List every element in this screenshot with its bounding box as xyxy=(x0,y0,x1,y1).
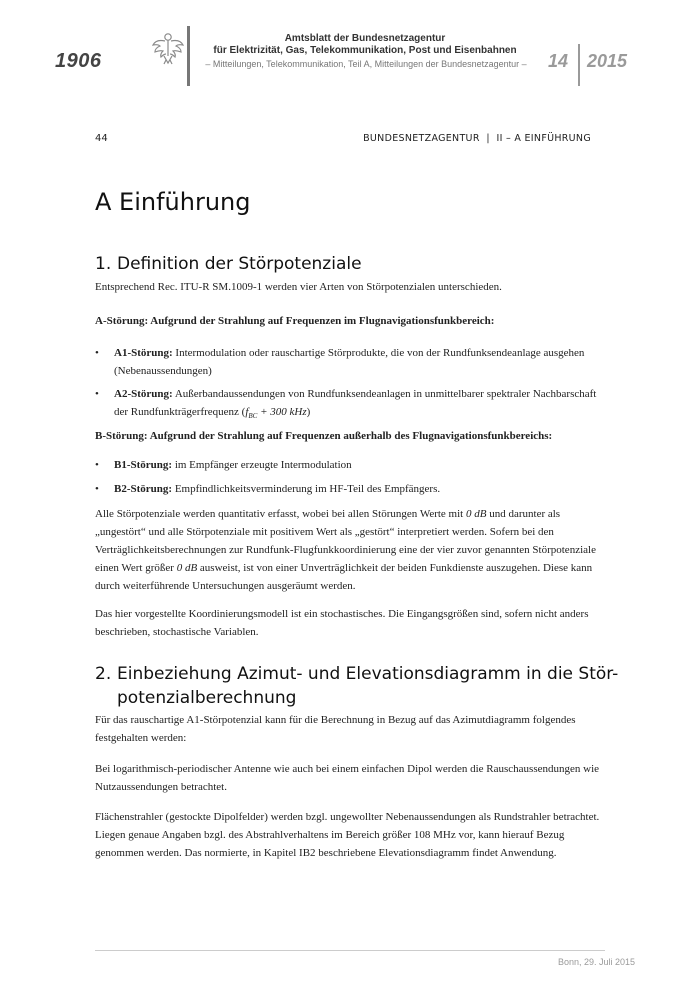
issue-number: 14 xyxy=(548,51,569,71)
section-title-line2: potenzialberechnung xyxy=(117,688,297,708)
a2-text: Außerbandaussendungen von Rundfunksendeanlagen in unmittelbarer spektraler Nachbarschaft der Rundfunkträgerfrequenz ( xyxy=(114,388,597,418)
section-title: Definition der Störpotenziale xyxy=(117,254,362,274)
a1-text: Intermodulation oder rauschartige Störprodukte, die von der Rundfunksendeanlage ausgehen (Nebenaussendungen) xyxy=(114,347,585,377)
section-number: 2. xyxy=(95,664,112,684)
b2-text: Empfindlichkeitsverminderung im HF-Teil des Empfängers. xyxy=(172,483,441,495)
bullet-icon: • xyxy=(95,459,99,471)
section1-paragraph-1: Alle Störpotenziale werden quantitativ erfasst, wobei bei allen Störungen Werte mit 0 dB und darunter als „ungestört“ und alle Störpotenziale mit positivem Wert als „gestört“ interpretiert werden. Sofern bei den Verträglichkeitsberechnungen zur Rundfunk-Flugfunkkoordinierung eine der vier zuvor genannten Störpotenziale einen Wert größer 0 dB ausweist, ist von einer Unverträglichkeit der beiden Funkdienste auszugehen. Diese kann durch weiterführende Untersuchungen ausgeräumt werden. xyxy=(95,508,596,592)
chapter-title: A Einführung xyxy=(95,188,251,216)
section1-intro: Entsprechend Rec. ITU-R SM.1009-1 werden vier Arten von Störpotenzialen unterschieden. xyxy=(95,281,502,293)
b1-label: B1-Störung: xyxy=(114,459,173,471)
list-item-a1 xyxy=(95,344,605,380)
eagle-emblem-icon xyxy=(152,30,184,66)
bullet-icon: • xyxy=(95,388,99,400)
issue-page-number: 1906 xyxy=(55,50,102,72)
a2-label: A2-Störung: xyxy=(114,388,173,400)
gazette-title-line1: Amtsblatt der Bundesnetzagentur xyxy=(284,33,446,44)
section-number: 1. xyxy=(95,254,112,274)
publication-date: Bonn, 29. Juli 2015 xyxy=(557,957,635,967)
b2-label: B2-Störung: xyxy=(114,483,173,495)
document-page-number: 44 xyxy=(95,133,108,144)
section2-paragraph-2: Bei logarithmisch-periodischer Antenne wie auch bei einem einfachen Dipol werden die Rauschaussendungen wie Nutzaussendungen betrachtet. xyxy=(95,763,600,793)
section2-paragraph-1: Für das rauschartige A1-Störpotenzial kann für die Berechnung in Bezug auf das Azimutdiagramm folgendes festgehalten werden: xyxy=(95,714,576,744)
carrier-frequency-formula: $f_{BC} + 300$ kHz xyxy=(245,406,307,421)
b1-text: im Empfänger erzeugte Intermodulation xyxy=(172,459,352,471)
issue-year: 2015 xyxy=(587,51,628,71)
section2-paragraph-3: Flächenstrahler (gestockte Dipolfelder) werden bzgl. ungewollter Nebenaussendungen als Rundstrahler betrachtet. Liegen genaue Angaben bzgl. des Abstrahlverhaltens im Bereich größer 108 MHz vor, kann hierauf Bezug genommen werden. Das normierte, in Kapitel IB2 beschriebene Elevationsdiagramm findet Anwendung. xyxy=(95,811,600,859)
bullet-icon: • xyxy=(95,483,99,495)
issue-year-divider xyxy=(578,44,580,86)
section1-paragraph-2: Das hier vorgestellte Koordinierungsmodell ist ein stochastisches. Die Eingangsgrößen sind, sofern nicht anders beschrieben, stochastische Variablen. xyxy=(95,608,589,638)
section-heading-2 xyxy=(95,662,618,710)
bullet-icon: • xyxy=(95,347,99,359)
list-item-a2: • A2-Störung: Außerbandaussendungen von Rundfunksendeanlagen in unmittelbarer spektraler Nachbarschaft der Rundfunkträgerfrequenz ($f_{BC} + 300$ kHz) xyxy=(95,385,605,425)
section-title-line1: Einbeziehung Azimut- und Elevationsdiagramm in die Stör- xyxy=(117,664,619,684)
list-item-b1 xyxy=(95,456,605,474)
list-item-b2 xyxy=(95,480,605,498)
footer-divider xyxy=(95,950,605,951)
a-stoerung-heading: A-Störung: Aufgrund der Strahlung auf Frequenzen im Flugnavigationsfunkbereich: xyxy=(95,315,495,327)
section-heading-1 xyxy=(95,254,362,274)
b-stoerung-heading: B-Störung: Aufgrund der Strahlung auf Frequenzen außerhalb des Flugnavigationsfunkbereichs: xyxy=(95,430,553,442)
header-divider xyxy=(187,26,190,86)
running-head-title: BUNDESNETZAGENTUR | II – A EINFÜHRUNG xyxy=(363,133,591,144)
gazette-title-line2: für Elektrizität, Gas, Telekommunikation, Post und Eisenbahnen xyxy=(213,45,517,56)
a1-label: A1-Störung: xyxy=(114,347,173,359)
gazette-subtitle: – Mitteilungen, Telekommunikation, Teil A, Mitteilungen der Bundesnetzagentur – xyxy=(205,59,527,69)
